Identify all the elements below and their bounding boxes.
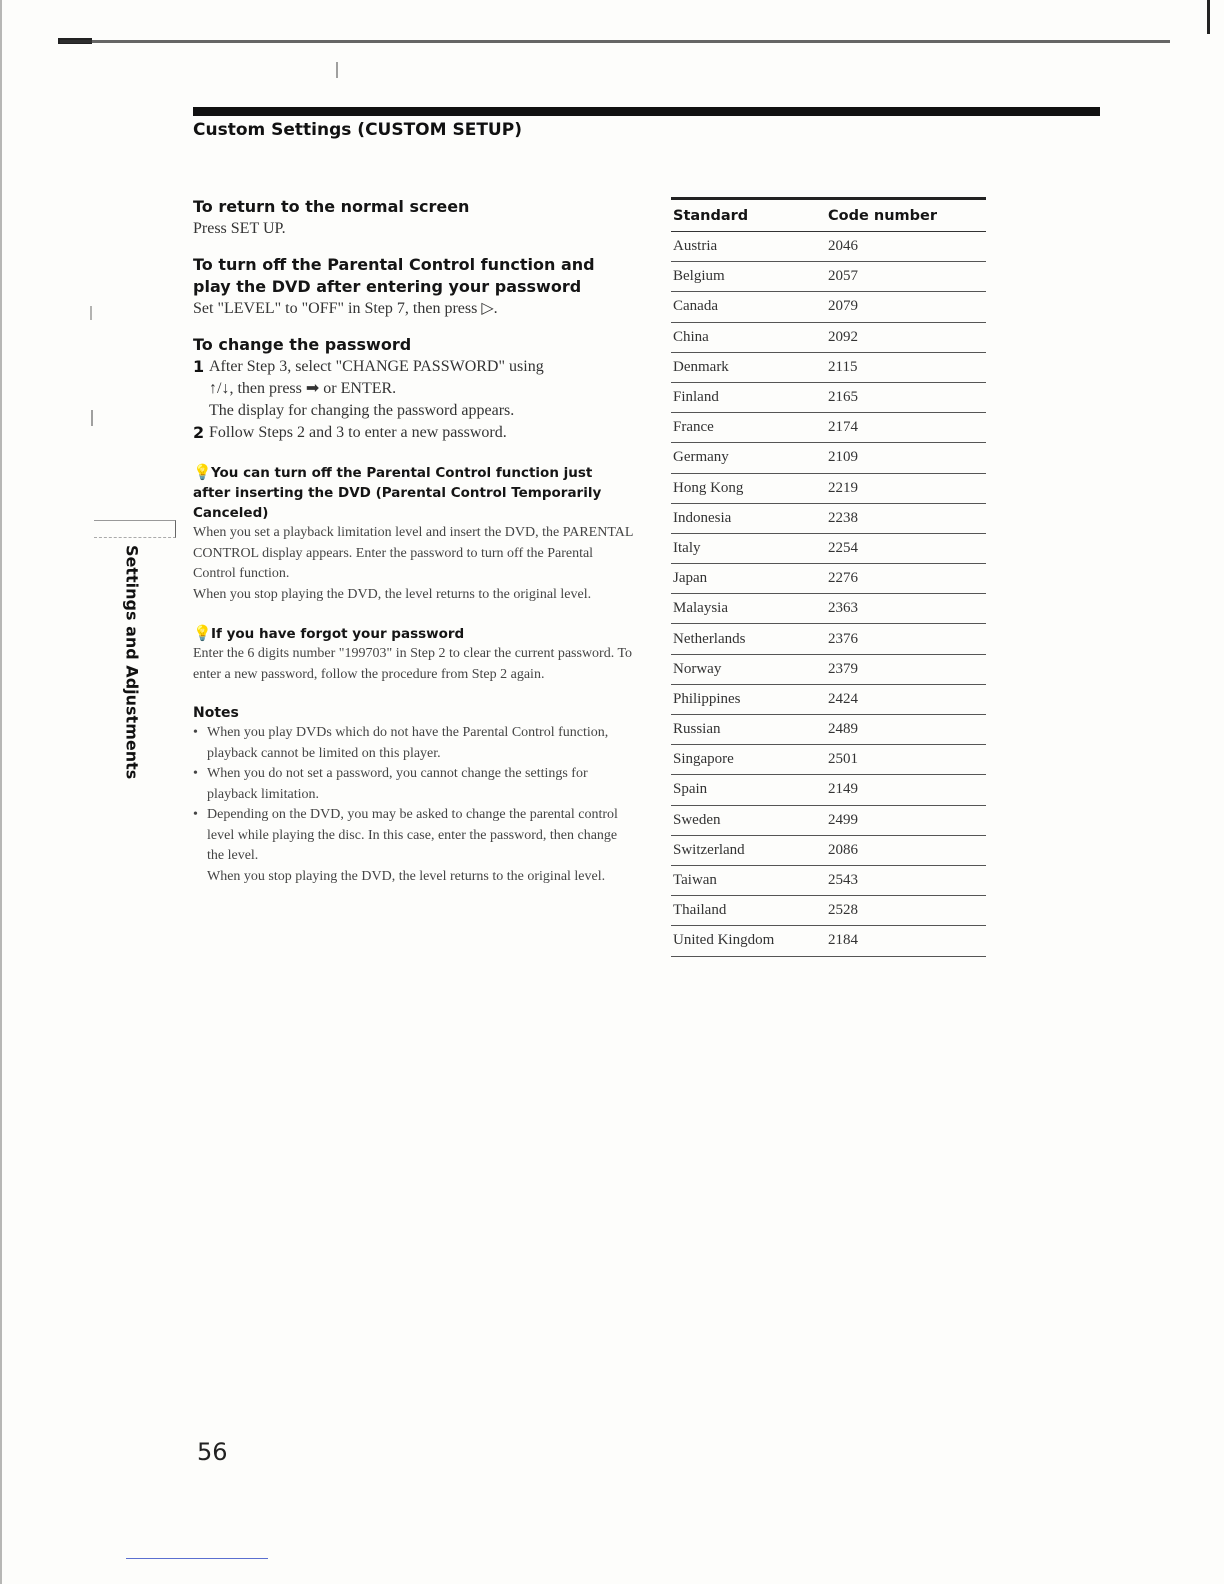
- scan-right-edge: [1207, 0, 1210, 34]
- step-line: The display for changing the password appears.: [209, 402, 515, 419]
- table-row: [671, 866, 986, 896]
- note-text: When you play DVDs which do not have the Parental Control function, playback cannot be limited on this player.: [207, 725, 609, 761]
- tip-heading-text: If you have forgot your password: [211, 626, 465, 642]
- country-cell: Netherlands: [673, 630, 746, 647]
- country-cell: Hong Kong: [673, 479, 744, 496]
- turnoff-section: [193, 254, 633, 320]
- table-row: [671, 413, 986, 443]
- code-cell: 2489: [828, 721, 858, 738]
- bottom-rule: [126, 1558, 268, 1559]
- code-cell: 2501: [828, 751, 858, 768]
- table-row: [671, 624, 986, 654]
- note-item: • When you do not set a password, you cannot change the settings for playback limitation.: [193, 764, 633, 805]
- country-cell: Singapore: [673, 751, 734, 768]
- country-cell: Canada: [673, 298, 718, 315]
- page-number: 56: [197, 1438, 228, 1466]
- country-cell: Philippines: [673, 690, 741, 707]
- table-row: [671, 353, 986, 383]
- section-title: Custom Settings (CUSTOM SETUP): [193, 120, 522, 140]
- country-cell: France: [673, 419, 714, 436]
- code-cell: 2276: [828, 570, 858, 587]
- note-item: • When you play DVDs which do not have the Parental Control function, playback cannot be limited on this player.: [193, 723, 633, 764]
- turnoff-text: Set "LEVEL" to "OFF" in Step 7, then press ▷.: [193, 300, 498, 317]
- step-line: ↑/↓, then press ➡ or ENTER.: [209, 380, 397, 397]
- table-row: [671, 594, 986, 624]
- tip-text: Enter the 6 digits number "199703" in Step 2 to clear the current password. To enter a new password, follow the procedure from Step 2 again.: [193, 646, 633, 682]
- country-cell: Finland: [673, 389, 719, 406]
- code-cell: 2424: [828, 690, 858, 707]
- sidebar-label-text: Settings and Adjustments: [122, 545, 142, 780]
- code-cell: 2528: [828, 902, 858, 919]
- code-cell: 2499: [828, 811, 858, 828]
- notes-heading: Notes: [193, 705, 239, 721]
- code-cell: 2057: [828, 268, 858, 285]
- table-row: [671, 896, 986, 926]
- notes-section: [193, 703, 633, 887]
- table-row: [671, 806, 986, 836]
- country-cell: Germany: [673, 449, 729, 466]
- country-cell: Spain: [673, 781, 708, 798]
- tip-heading: [193, 623, 633, 644]
- table-row: [671, 383, 986, 413]
- tip-text: When you stop playing the DVD, the level returns to the original level.: [193, 586, 592, 602]
- country-cell: Russian: [673, 721, 721, 738]
- scan-tick: [90, 306, 92, 320]
- code-cell: 2376: [828, 630, 858, 647]
- step-number: 2: [193, 423, 205, 442]
- table-row: [671, 443, 986, 473]
- table-row: [671, 232, 986, 262]
- table-row: [671, 926, 986, 956]
- country-cell: Indonesia: [673, 509, 732, 526]
- note-text: Depending on the DVD, you may be asked to change the parental control level while playing the disc. In this case, enter the password, then change the level. When you stop playing the DVD, the level returns to the original level.: [207, 807, 618, 884]
- country-cell: Italy: [673, 539, 701, 556]
- country-cell: Norway: [673, 660, 722, 677]
- country-cell: Austria: [673, 238, 718, 255]
- header-code-number: Code number: [828, 207, 937, 224]
- tip-text: When you set a playback limitation level and insert the DVD, the PARENTAL CONTROL display appears. Enter the password to turn off the Parental Control function.: [193, 525, 633, 581]
- country-cell: Thailand: [673, 902, 727, 919]
- country-cell: Malaysia: [673, 600, 728, 617]
- code-cell: 2149: [828, 781, 858, 798]
- code-cell: 2254: [828, 539, 858, 556]
- table-body: [671, 232, 986, 957]
- scan-top-line: [60, 40, 1170, 43]
- step-line: After Step 3, select "CHANGE PASSWORD" using: [209, 358, 544, 375]
- header-standard: Standard: [673, 207, 749, 224]
- tip-temporary-cancel: [193, 462, 633, 605]
- tip-heading-text: You can turn off the Parental Control function just after inserting the DVD (Parental Control Temporarily Canceled): [193, 465, 602, 521]
- return-text: Press SET UP.: [193, 220, 286, 237]
- table-row: [671, 564, 986, 594]
- table-row: [671, 685, 986, 715]
- table-row: [671, 745, 986, 775]
- code-cell: 2079: [828, 298, 858, 315]
- instructions-column: [193, 196, 633, 901]
- tip-forgot-password: [193, 623, 633, 685]
- country-cell: Denmark: [673, 358, 729, 375]
- country-cell: China: [673, 328, 709, 345]
- country-cell: United Kingdom: [673, 932, 775, 949]
- return-section: [193, 196, 633, 240]
- code-cell: 2363: [828, 600, 858, 617]
- code-cell: 2165: [828, 389, 858, 406]
- table-row: [671, 836, 986, 866]
- tip-heading: [193, 462, 633, 523]
- side-tab-marker: [94, 520, 176, 538]
- country-cell: Japan: [673, 570, 708, 587]
- step-item: [193, 356, 633, 422]
- code-cell: 2046: [828, 238, 858, 255]
- code-cell: 2379: [828, 660, 858, 677]
- table-row: [671, 474, 986, 504]
- scan-left-edge: [0, 0, 2, 1584]
- sidebar-label: [112, 545, 152, 780]
- country-cell: Belgium: [673, 268, 725, 285]
- code-cell: 2184: [828, 932, 858, 949]
- table-row: [671, 262, 986, 292]
- code-cell: 2092: [828, 328, 858, 345]
- step-number: 1: [193, 357, 205, 376]
- country-code-table: [671, 197, 986, 957]
- country-cell: Sweden: [673, 811, 721, 828]
- lightbulb-icon: 💡: [193, 463, 212, 481]
- table-row: [671, 655, 986, 685]
- code-cell: 2238: [828, 509, 858, 526]
- change-password-section: [193, 334, 633, 444]
- code-cell: 2174: [828, 419, 858, 436]
- turnoff-heading: To turn off the Parental Control function and play the DVD after entering your password: [193, 255, 595, 296]
- note-text: When you do not set a password, you cannot change the settings for playback limitation.: [207, 766, 588, 802]
- code-cell: 2109: [828, 449, 858, 466]
- change-heading: To change the password: [193, 335, 412, 354]
- country-cell: Taiwan: [673, 872, 717, 889]
- scan-tick: [336, 62, 338, 78]
- step-item: [193, 422, 633, 444]
- table-row: [671, 323, 986, 353]
- code-cell: 2115: [828, 358, 858, 375]
- table-row: [671, 292, 986, 322]
- table-row: [671, 504, 986, 534]
- header-bar: [193, 107, 1100, 116]
- code-cell: 2543: [828, 872, 858, 889]
- table-row: [671, 534, 986, 564]
- table-row: [671, 715, 986, 745]
- table-row: [671, 775, 986, 805]
- note-item: • Depending on the DVD, you may be asked to change the parental control level while playing the disc. In this case, enter the password, then change the level. When you stop playing the DVD, the level returns to the original level.: [193, 805, 633, 887]
- table-header-row: [671, 200, 986, 232]
- lightbulb-icon: 💡: [193, 624, 212, 642]
- code-cell: 2219: [828, 479, 858, 496]
- country-cell: Switzerland: [673, 841, 745, 858]
- return-heading: To return to the normal screen: [193, 197, 470, 216]
- code-cell: 2086: [828, 841, 858, 858]
- step-line: Follow Steps 2 and 3 to enter a new password.: [209, 424, 507, 441]
- scan-tick: [91, 410, 93, 426]
